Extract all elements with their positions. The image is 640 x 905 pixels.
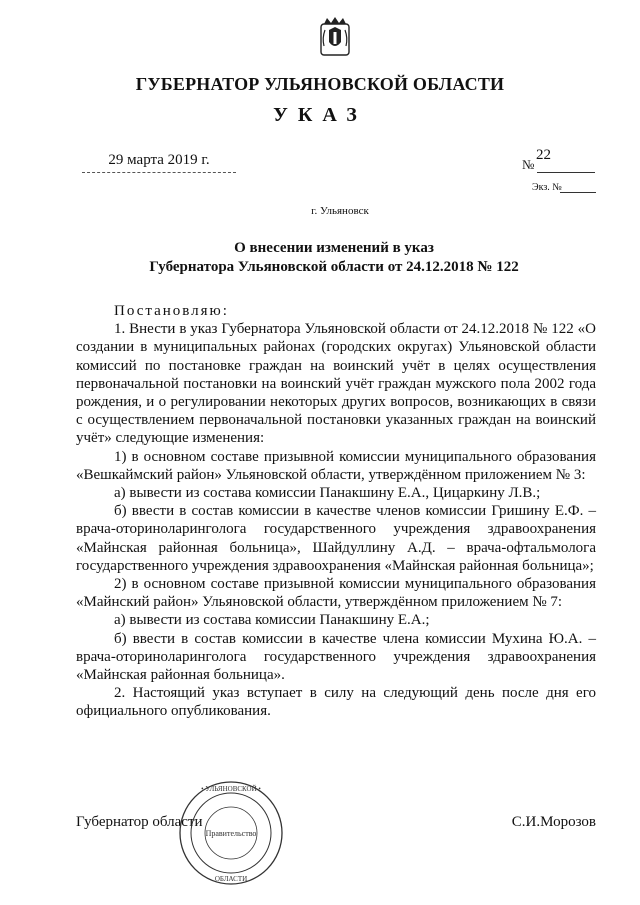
paragraph-2: 2. Настоящий указ вступает в силу на следующий день после дня его официального опубликования. — [76, 685, 596, 720]
document-subject — [0, 239, 640, 277]
paragraph-1: 1. Внести в указ Губернатора Ульяновской области от 24.12.2018 № 122 «О создании в муниципальных районах (городских округах) Ульяновской области комиссий по постановке граждан на воинский учёт в целях осуществления первоначальной постановки на воинский учёт граждан мужского пола 2002 года рождения, и о регулировании некоторых других вопросов, возникающих в связи с осуществлением первоначальной постановки указанных граждан на воинский учёт» следующие изменения: — [76, 321, 596, 447]
subparagraph-1-2: 2) в основном составе призывной комиссии муниципального образования «Майнский район» Ульяновской области, утверждённом приложением № 7: — [76, 576, 596, 611]
subparagraph-1-1: 1) в основном составе призывной комиссии муниципального образования «Вешкаймский район» Ульяновской области, утверждённом приложением № 3: — [76, 448, 596, 483]
copy-number-label: Экз. № — [532, 182, 562, 193]
subparagraph-1-2-a: а) вывести из состава комиссии Панакшину Е.А.; — [114, 612, 430, 629]
svg-text:• УЛЬЯНОВСКОЙ •: • УЛЬЯНОВСКОЙ • — [201, 785, 261, 793]
city: г. Ульяновск — [311, 205, 369, 217]
signatory-name: С.И.Морозов — [511, 814, 596, 830]
date-underline — [82, 172, 236, 173]
copy-number-underline — [560, 192, 596, 193]
document-body — [76, 302, 596, 721]
signatory-position: Губернатор области — [76, 814, 203, 830]
coat-of-arms-icon — [318, 16, 352, 58]
governor-title: ГУБЕРНАТОР УЛЬЯНОВСКОЙ ОБЛАСТИ — [135, 74, 505, 94]
signature-block — [76, 814, 596, 831]
svg-text:ОБЛАСТИ: ОБЛАСТИ — [214, 875, 248, 883]
subparagraph-1-1-a: а) вывести из состава комиссии Панакшину Е.А., Цицаркину Л.В.; — [114, 485, 541, 502]
opening-word: Постановляю: — [114, 303, 229, 319]
official-stamp-icon — [177, 779, 285, 887]
svg-text:Правительство: Правительство — [205, 829, 257, 838]
subparagraph-1-1-b: б) ввести в состав комиссии в качестве членов комиссии Гришину Е.Ф. – врача-оториноларинголога государственного учреждения здравоохранения «Майнская районная больница», Шайдуллину А.Д. – врача-офтальмолога государственного учреждения здравоохранения «Майнская районная больница»; — [76, 503, 596, 574]
subject-line-2: Губернатора Ульяновской области от 24.12.2018 № 122 — [149, 259, 519, 275]
number-label: № — [522, 157, 535, 172]
document-type: УКАЗ — [273, 104, 367, 126]
subparagraph-1-2-b: б) ввести в состав комиссии в качестве члена комиссии Мухина Ю.А. – врача-оториноларинголога государственного учреждения здравоохранения «Майнская районная больница». — [76, 630, 596, 684]
number-underline — [537, 172, 595, 173]
document-number: 22 — [536, 147, 551, 163]
document-date: 29 марта 2019 г. — [108, 152, 210, 168]
subject-line-1: О внесении изменений в указ — [234, 240, 434, 256]
